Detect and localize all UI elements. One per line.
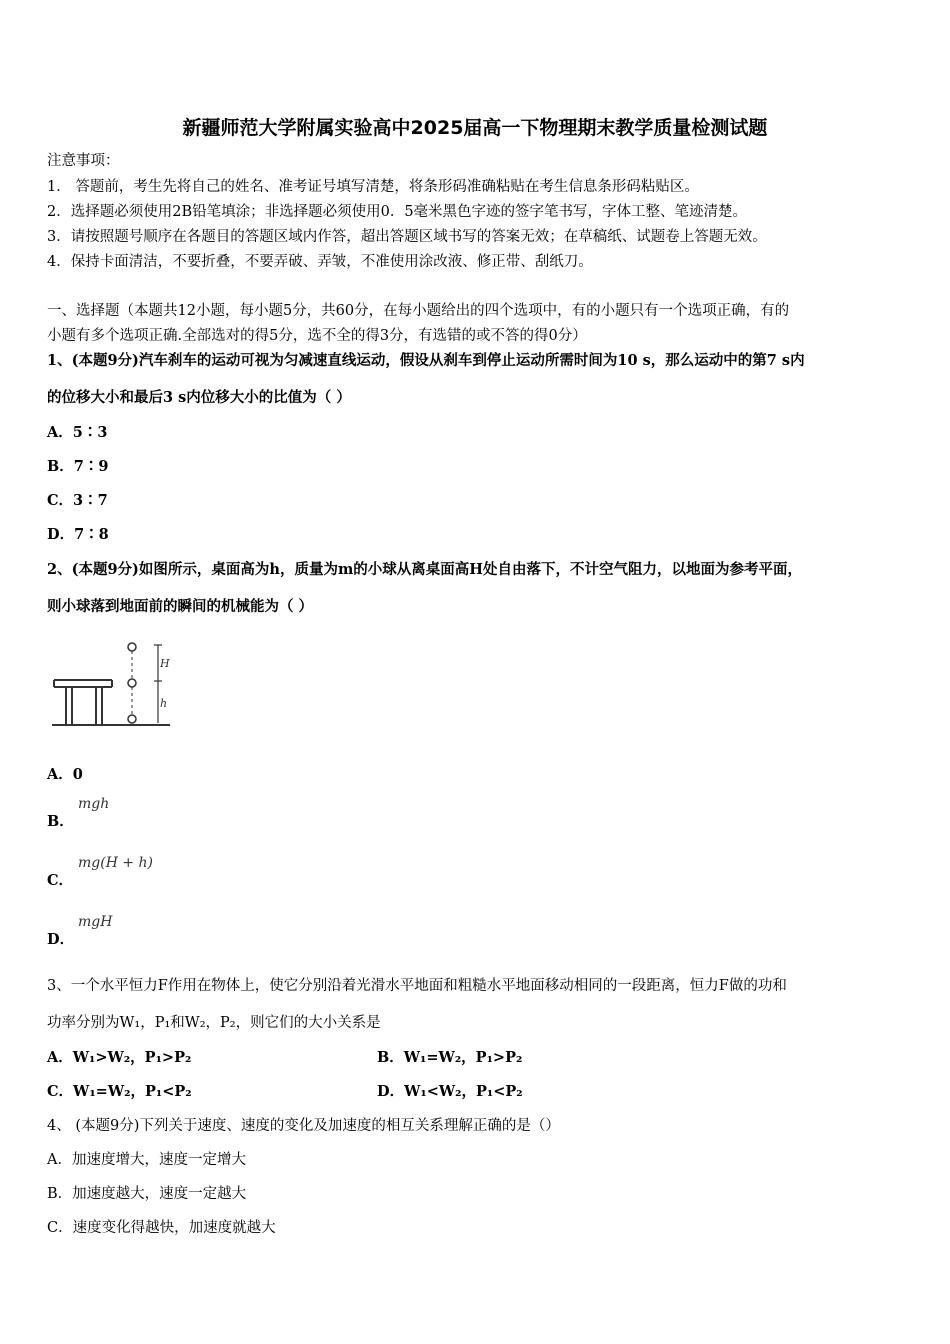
notice-item-3: 3．请按照题号顺序在各题目的答题区域内作答，超出答题区域书写的答案无效；在草稿纸、试题卷上答题无效。 bbox=[47, 229, 767, 245]
q1-option-a: A．5∶3 bbox=[47, 424, 108, 441]
notice-heading: 注意事项： bbox=[47, 153, 120, 169]
section-heading-line1: 一、选择题（本题共12小题，每小题5分，共60分，在每小题给出的四个选项中，有的小题只有一个选项正确，有的 bbox=[47, 303, 790, 319]
notice-item-4: 4．保持卡面清洁，不要折叠，不要弄破、弄皱，不准使用涂改液、修正带、刮纸刀。 bbox=[47, 254, 593, 270]
ball-ground bbox=[128, 715, 136, 723]
q4-option-a: A．加速度增大，速度一定增大 bbox=[47, 1152, 246, 1168]
q2-option-a: A．0 bbox=[47, 766, 83, 783]
q4-option-c: C．速度变化得越快，加速度就越大 bbox=[47, 1220, 276, 1236]
section-heading-line2: 小题有多个选项正确.全部选对的得5分，选不全的得3分，有选错的或不答的得0分） bbox=[47, 328, 587, 344]
ball-start bbox=[128, 643, 136, 651]
q1-stem-line2: 的位移大小和最后3 s内位移大小的比值为（ ） bbox=[47, 389, 351, 406]
q4-option-b: B．加速度越大，速度一定越大 bbox=[47, 1186, 247, 1202]
label-h: h bbox=[160, 697, 168, 710]
q3-stem-line2: 功率分别为W₁，P₁和W₂，P₂，则它们的大小关系是 bbox=[47, 1015, 381, 1031]
q2-option-d-math: mgH bbox=[78, 914, 113, 930]
q3-option-b: B．W₁=W₂，P₁>P₂ bbox=[377, 1049, 523, 1066]
q2-option-b-math: mgh bbox=[78, 796, 110, 812]
page-title: 新疆师范大学附属实验高中2025届高一下物理期末教学质量检测试题 bbox=[182, 117, 768, 139]
q3-stem-line1: 3、一个水平恒力F作用在物体上，使它分别沿着光滑水平地面和粗糙水平地面移动相同的一段距离，恒力F做的功和 bbox=[47, 978, 787, 994]
q2-option-d: D． bbox=[47, 931, 75, 948]
q2-option-c: C． bbox=[47, 872, 74, 889]
q2-option-b: B． bbox=[47, 813, 74, 830]
notice-item-2: 2．选择题必须使用2B铅笔填涂；非选择题必须使用0．5毫米黑色字迹的签字笔书写，字体工整、笔迹清楚。 bbox=[47, 204, 748, 220]
q2-option-c-math: mg(H + h) bbox=[78, 855, 154, 871]
q1-option-b: B．7∶9 bbox=[47, 458, 109, 475]
q3-option-a: A．W₁>W₂，P₁>P₂ bbox=[47, 1049, 192, 1066]
q4-stem-line1: 4、 (本题9分)下列关于速度、速度的变化及加速度的相互关系理解正确的是（） bbox=[47, 1118, 560, 1134]
q3-option-c: C．W₁=W₂，P₁<P₂ bbox=[47, 1083, 192, 1100]
q2-stem-line2: 则小球落到地面前的瞬间的机械能为（ ） bbox=[47, 598, 314, 615]
q3-option-d: D．W₁<W₂，P₁<P₂ bbox=[377, 1083, 523, 1100]
notice-item-1: 1． 答题前，考生先将自己的姓名、准考证号填写清楚，将条形码准确粘贴在考生信息条形码粘贴区。 bbox=[47, 179, 699, 195]
ball-table-level bbox=[128, 679, 136, 687]
q1-option-d: D．7∶8 bbox=[47, 526, 109, 543]
table-ball-figure bbox=[50, 635, 175, 730]
label-H: H bbox=[160, 657, 170, 670]
q1-stem-line1: 1、(本题9分)汽车刹车的运动可视为匀减速直线运动，假设从刹车到停止运动所需时间为10 s，那么运动中的第7 s内 bbox=[47, 352, 805, 369]
q1-option-c: C．3∶7 bbox=[47, 492, 108, 509]
q2-stem-line1: 2、(本题9分)如图所示，桌面高为h，质量为m的小球从离桌面高H处自由落下，不计空气阻力，以地面为参考平面， bbox=[47, 561, 802, 578]
